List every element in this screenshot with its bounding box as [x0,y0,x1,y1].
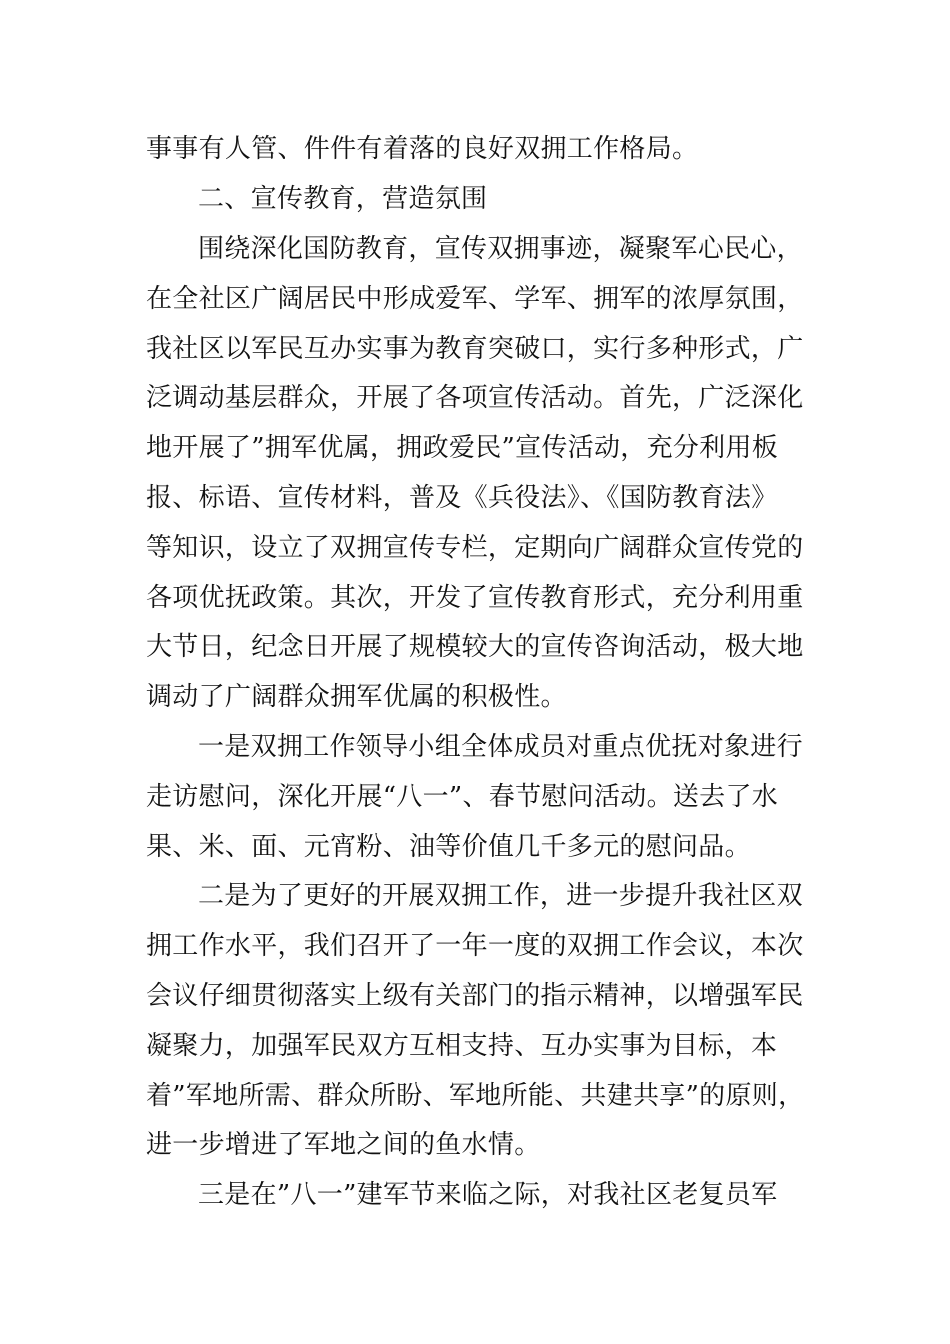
text-line-13: 一是双拥工作领导小组全体成员对重点优抚对象进行 [198,732,803,762]
text-line-20: 着”军地所需、群众所盼、军地所能、共建共享”的原则， [146,1081,805,1111]
text-line-15: 果、米、面、元宵粉、油等价值几千多元的慰问品。 [146,832,751,862]
text-line-3: 围绕深化国防教育，宣传双拥事迹，凝聚军心民心， [198,234,803,264]
text-line-19: 凝聚力，加强军民双方互相支持、互办实事为目标，本 [146,1031,778,1061]
text-line-12: 调动了广阔群众拥军优属的积极性。 [146,682,567,712]
text-line-22: 三是在”八一”建军节来临之际，对我社区老复员军 [198,1180,778,1210]
text-line-21: 进一步增进了军地之间的鱼水情。 [146,1130,541,1160]
text-line-18: 会议仔细贯彻落实上级有关部门的指示精神，以增强军民 [146,981,804,1011]
text-line-8: 报、标语、宣传材料，普及《兵役法》、《国防教育法》 [146,483,778,513]
section-heading: 二、宣传教育，营造氛围 [198,184,488,214]
text-line-17: 拥工作水平，我们召开了一年一度的双拥工作会议，本次 [146,931,804,961]
text-line-1: 事事有人管、件件有着落的良好双拥工作格局。 [146,134,699,164]
text-line-7: 地开展了”拥军优属，拥政爱民”宣传活动，充分利用板 [146,433,779,463]
text-line-9: 等知识，设立了双拥宣传专栏，定期向广阔群众宣传党的 [146,533,804,563]
text-line-10: 各项优抚政策。其次，开发了宣传教育形式，充分利用重 [146,583,804,613]
text-line-16: 二是为了更好的开展双拥工作，进一步提升我社区双 [198,881,803,911]
text-line-6: 泛调动基层群众，开展了各项宣传活动。首先，广泛深化 [146,383,804,413]
text-line-11: 大节日，纪念日开展了规模较大的宣传咨询活动，极大地 [146,632,804,662]
text-line-5: 我社区以军民互办实事为教育突破口，实行多种形式，广 [146,334,804,364]
text-line-14: 走访慰问，深化开展“八一”、春节慰问活动。送去了水 [146,782,779,812]
text-line-4: 在全社区广阔居民中形成爱军、学军、拥军的浓厚氛围， [146,284,804,314]
